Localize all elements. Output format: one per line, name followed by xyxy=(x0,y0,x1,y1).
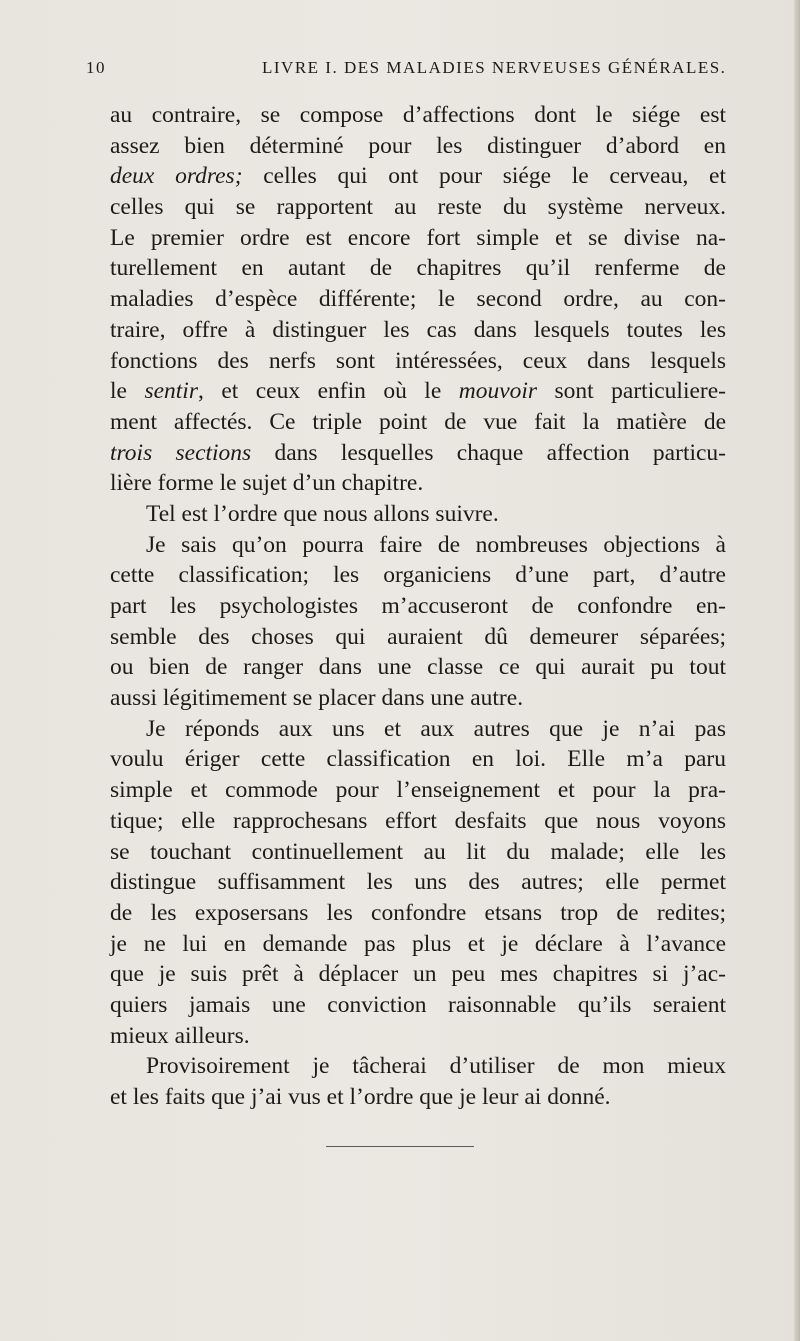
text-line: celles qui se rapportent au reste du système nerveux. xyxy=(110,194,726,221)
italic-text: sentir xyxy=(144,378,198,405)
italic-text: trois sections xyxy=(110,439,252,466)
text-line: maladies d’espèce différente; le second ordre, au con- xyxy=(110,286,726,313)
text-line: que je suis prêt à déplacer un peu mes chapitres si j’ac- xyxy=(110,961,726,988)
text-line: turellement en autant de chapitres qu’il renferme de xyxy=(110,255,726,282)
text-line xyxy=(110,438,726,469)
text-line: lière forme le sujet d’un chapitre. xyxy=(110,470,424,497)
text-line: simple et commode pour l’enseignement et pour la pra- xyxy=(110,777,726,804)
text-line: assez bien déterminé pour les distinguer d’abord en xyxy=(110,132,726,159)
text-run: , et ceux enfin où le xyxy=(197,378,459,405)
text-line: au contraire, se compose d’affections dont le siége est xyxy=(110,102,726,128)
text-line: ou bien de ranger dans une classe ce qui aurait pu tout xyxy=(110,654,726,681)
text-line: Provisoirement je tâcherai d’utiliser de mon mieux xyxy=(146,1053,726,1080)
footer-rule xyxy=(326,1146,474,1147)
text-line: Tel est l’ordre que nous allons suivre. xyxy=(146,500,499,527)
text-line: Je sais qu’on pourra faire de nombreuses objections à xyxy=(146,531,726,558)
text-line xyxy=(110,376,726,407)
text-line: Le premier ordre est encore fort simple et se divise na- xyxy=(110,224,726,251)
running-head xyxy=(86,58,746,88)
italic-text: deux ordres; xyxy=(110,163,243,190)
text-line: quiers jamais une conviction raisonnable qu’ils seraient xyxy=(110,991,726,1018)
text-line: voulu ériger cette classification en loi. Elle m’a paru xyxy=(110,746,726,773)
italic-text: mouvoir xyxy=(458,378,538,405)
text-line: de les exposersans les confondre etsans trop de redites; xyxy=(110,899,726,926)
text-line: aussi légitimement se placer dans une autre. xyxy=(110,685,524,712)
text-line: et les faits que j’ai vus et l’ordre que je leur ai donné. xyxy=(110,1084,611,1110)
text-run: celles qui ont pour siége le cerveau, et xyxy=(242,163,726,190)
page-edge xyxy=(794,0,800,1341)
text-line: je ne lui en demande pas plus et je déclare à l’avance xyxy=(110,930,726,957)
text-line: Je réponds aux uns et aux autres que je n’ai pas xyxy=(146,715,726,742)
text-line: semble des choses qui auraient dû demeurer séparées; xyxy=(110,623,726,650)
text-line: mieux ailleurs. xyxy=(110,1022,250,1049)
running-head-title: LIVRE I. DES MALADIES NERVEUSES GÉNÉRALES. xyxy=(262,58,727,77)
text-line: cette classification; les organiciens d’une part, d’autre xyxy=(110,562,726,589)
text-line: ment affectés. Ce triple point de vue fait la matière de xyxy=(110,408,726,435)
text-line xyxy=(110,161,726,192)
text-run: dans lesquelles chaque affection particu- xyxy=(251,439,727,466)
text-line: distingue suffisamment les uns des autres; elle permet xyxy=(110,869,726,896)
text-line: tique; elle rapprochesans effort desfaits que nous voyons xyxy=(110,807,726,834)
page-number: 10 xyxy=(86,58,106,77)
text-line: traire, offre à distinguer les cas dans lesquels toutes les xyxy=(110,316,726,343)
text-run: le xyxy=(110,378,145,405)
text-line: part les psychologistes m’accuseront de confondre en- xyxy=(110,593,726,619)
text-line: se touchant continuellement au lit du malade; elle les xyxy=(110,838,726,865)
body-text xyxy=(110,100,726,1113)
text-line: fonctions des nerfs sont intéressées, ceux dans lesquels xyxy=(110,347,726,374)
text-run: sont particuliere- xyxy=(537,378,726,405)
